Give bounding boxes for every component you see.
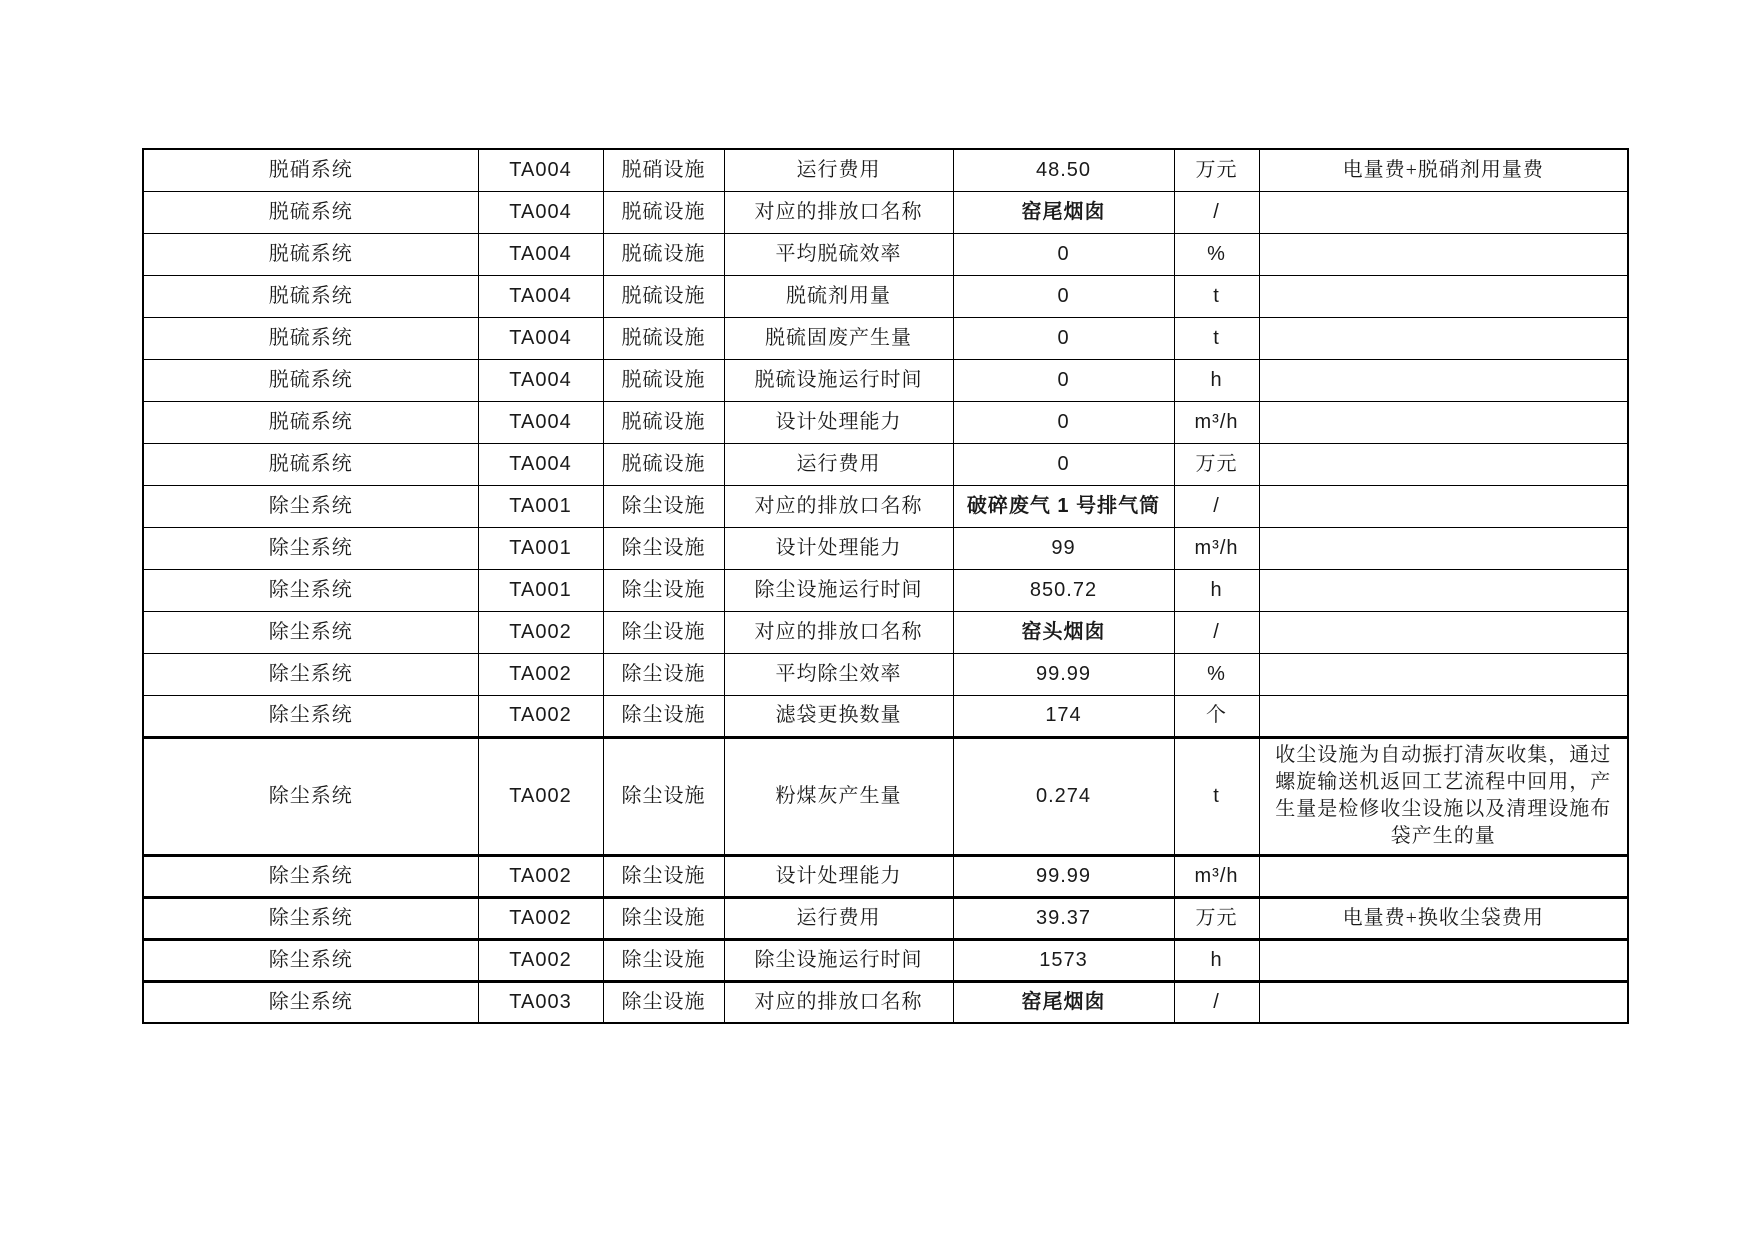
cell-unit: % bbox=[1174, 233, 1259, 275]
table-row bbox=[143, 233, 1628, 275]
cell-parameter: 除尘设施运行时间 bbox=[724, 569, 953, 611]
cell-remark bbox=[1259, 569, 1628, 611]
cell-unit: h bbox=[1174, 569, 1259, 611]
cell-remark: 收尘设施为自动振打清灰收集，通过螺旋输送机返回工艺流程中回用，产生量是检修收尘设施以及清理设施布袋产生的量 bbox=[1259, 737, 1628, 855]
cell-system: 除尘系统 bbox=[143, 939, 478, 981]
cell-code: TA002 bbox=[478, 695, 603, 737]
cell-parameter: 对应的排放口名称 bbox=[724, 611, 953, 653]
table-row bbox=[143, 897, 1628, 939]
cell-parameter: 对应的排放口名称 bbox=[724, 191, 953, 233]
cell-unit: 万元 bbox=[1174, 443, 1259, 485]
cell-facility: 脱硫设施 bbox=[603, 359, 724, 401]
table-row bbox=[143, 855, 1628, 897]
cell-unit: / bbox=[1174, 485, 1259, 527]
cell-remark bbox=[1259, 275, 1628, 317]
cell-code: TA002 bbox=[478, 939, 603, 981]
cell-code: TA004 bbox=[478, 359, 603, 401]
cell-parameter: 平均脱硫效率 bbox=[724, 233, 953, 275]
cell-unit: 个 bbox=[1174, 695, 1259, 737]
cell-system: 除尘系统 bbox=[143, 527, 478, 569]
cell-value: 0 bbox=[953, 275, 1174, 317]
cell-unit: / bbox=[1174, 191, 1259, 233]
cell-facility: 脱硫设施 bbox=[603, 317, 724, 359]
cell-value: 0 bbox=[953, 359, 1174, 401]
table-row bbox=[143, 939, 1628, 981]
cell-value: 39.37 bbox=[953, 897, 1174, 939]
cell-system: 除尘系统 bbox=[143, 485, 478, 527]
cell-remark bbox=[1259, 527, 1628, 569]
cell-system: 除尘系统 bbox=[143, 653, 478, 695]
cell-value: 破碎废气 1 号排气筒 bbox=[953, 485, 1174, 527]
cell-remark bbox=[1259, 401, 1628, 443]
report-table bbox=[142, 148, 1629, 1024]
cell-remark bbox=[1259, 317, 1628, 359]
table-row bbox=[143, 317, 1628, 359]
cell-system: 除尘系统 bbox=[143, 569, 478, 611]
cell-facility: 除尘设施 bbox=[603, 527, 724, 569]
cell-remark bbox=[1259, 939, 1628, 981]
cell-facility: 除尘设施 bbox=[603, 485, 724, 527]
cell-remark bbox=[1259, 359, 1628, 401]
cell-unit: h bbox=[1174, 359, 1259, 401]
cell-parameter: 脱硫设施运行时间 bbox=[724, 359, 953, 401]
table-row bbox=[143, 527, 1628, 569]
cell-facility: 除尘设施 bbox=[603, 981, 724, 1023]
cell-value: 99.99 bbox=[953, 855, 1174, 897]
cell-unit: m³/h bbox=[1174, 855, 1259, 897]
cell-value: 99 bbox=[953, 527, 1174, 569]
cell-parameter: 对应的排放口名称 bbox=[724, 485, 953, 527]
cell-unit: / bbox=[1174, 981, 1259, 1023]
table-row bbox=[143, 275, 1628, 317]
table-row bbox=[143, 981, 1628, 1023]
cell-unit: h bbox=[1174, 939, 1259, 981]
cell-system: 除尘系统 bbox=[143, 695, 478, 737]
cell-parameter: 平均除尘效率 bbox=[724, 653, 953, 695]
cell-facility: 脱硫设施 bbox=[603, 233, 724, 275]
cell-parameter: 运行费用 bbox=[724, 897, 953, 939]
cell-remark bbox=[1259, 695, 1628, 737]
cell-code: TA004 bbox=[478, 149, 603, 191]
cell-value: 窑尾烟囱 bbox=[953, 191, 1174, 233]
cell-facility: 除尘设施 bbox=[603, 653, 724, 695]
cell-system: 脱硫系统 bbox=[143, 317, 478, 359]
cell-code: TA004 bbox=[478, 275, 603, 317]
cell-facility: 除尘设施 bbox=[603, 855, 724, 897]
cell-code: TA002 bbox=[478, 653, 603, 695]
cell-remark: 电量费+换收尘袋费用 bbox=[1259, 897, 1628, 939]
cell-remark bbox=[1259, 653, 1628, 695]
cell-facility: 脱硝设施 bbox=[603, 149, 724, 191]
cell-parameter: 运行费用 bbox=[724, 149, 953, 191]
cell-facility: 脱硫设施 bbox=[603, 401, 724, 443]
cell-value: 850.72 bbox=[953, 569, 1174, 611]
cell-facility: 脱硫设施 bbox=[603, 191, 724, 233]
cell-unit: / bbox=[1174, 611, 1259, 653]
cell-code: TA004 bbox=[478, 401, 603, 443]
cell-unit: 万元 bbox=[1174, 897, 1259, 939]
cell-facility: 除尘设施 bbox=[603, 939, 724, 981]
cell-code: TA003 bbox=[478, 981, 603, 1023]
cell-code: TA001 bbox=[478, 485, 603, 527]
cell-parameter: 除尘设施运行时间 bbox=[724, 939, 953, 981]
cell-code: TA004 bbox=[478, 233, 603, 275]
cell-value: 1573 bbox=[953, 939, 1174, 981]
table-row bbox=[143, 191, 1628, 233]
cell-system: 除尘系统 bbox=[143, 855, 478, 897]
cell-parameter: 设计处理能力 bbox=[724, 401, 953, 443]
cell-code: TA001 bbox=[478, 569, 603, 611]
cell-parameter: 设计处理能力 bbox=[724, 527, 953, 569]
cell-system: 脱硫系统 bbox=[143, 443, 478, 485]
cell-system: 脱硫系统 bbox=[143, 359, 478, 401]
cell-unit: % bbox=[1174, 653, 1259, 695]
cell-unit: t bbox=[1174, 275, 1259, 317]
cell-system: 脱硫系统 bbox=[143, 401, 478, 443]
cell-value: 0 bbox=[953, 317, 1174, 359]
cell-value: 0 bbox=[953, 443, 1174, 485]
table-row bbox=[143, 401, 1628, 443]
cell-unit: t bbox=[1174, 317, 1259, 359]
cell-facility: 除尘设施 bbox=[603, 611, 724, 653]
cell-unit: m³/h bbox=[1174, 401, 1259, 443]
cell-remark bbox=[1259, 981, 1628, 1023]
cell-facility: 除尘设施 bbox=[603, 695, 724, 737]
cell-value: 174 bbox=[953, 695, 1174, 737]
cell-code: TA004 bbox=[478, 317, 603, 359]
cell-remark: 电量费+脱硝剂用量费 bbox=[1259, 149, 1628, 191]
cell-facility: 除尘设施 bbox=[603, 569, 724, 611]
cell-parameter: 对应的排放口名称 bbox=[724, 981, 953, 1023]
cell-system: 除尘系统 bbox=[143, 611, 478, 653]
cell-system: 脱硝系统 bbox=[143, 149, 478, 191]
cell-parameter: 脱硫剂用量 bbox=[724, 275, 953, 317]
cell-code: TA002 bbox=[478, 611, 603, 653]
cell-remark bbox=[1259, 855, 1628, 897]
table-row bbox=[143, 695, 1628, 737]
table-row bbox=[143, 149, 1628, 191]
cell-facility: 脱硫设施 bbox=[603, 443, 724, 485]
cell-system: 脱硫系统 bbox=[143, 233, 478, 275]
report-table-body bbox=[143, 149, 1628, 1023]
cell-value: 窑尾烟囱 bbox=[953, 981, 1174, 1023]
cell-remark bbox=[1259, 443, 1628, 485]
table-row bbox=[143, 359, 1628, 401]
cell-facility: 除尘设施 bbox=[603, 897, 724, 939]
cell-code: TA004 bbox=[478, 191, 603, 233]
table-row bbox=[143, 443, 1628, 485]
cell-system: 脱硫系统 bbox=[143, 191, 478, 233]
cell-facility: 脱硫设施 bbox=[603, 275, 724, 317]
cell-remark bbox=[1259, 485, 1628, 527]
cell-parameter: 运行费用 bbox=[724, 443, 953, 485]
cell-parameter: 滤袋更换数量 bbox=[724, 695, 953, 737]
cell-system: 除尘系统 bbox=[143, 737, 478, 855]
table-row bbox=[143, 737, 1628, 855]
table-row bbox=[143, 653, 1628, 695]
cell-unit: t bbox=[1174, 737, 1259, 855]
cell-system: 除尘系统 bbox=[143, 981, 478, 1023]
cell-value: 0 bbox=[953, 401, 1174, 443]
cell-value: 48.50 bbox=[953, 149, 1174, 191]
cell-code: TA004 bbox=[478, 443, 603, 485]
table-row bbox=[143, 485, 1628, 527]
table-row bbox=[143, 569, 1628, 611]
cell-value: 0 bbox=[953, 233, 1174, 275]
cell-unit: 万元 bbox=[1174, 149, 1259, 191]
cell-facility: 除尘设施 bbox=[603, 737, 724, 855]
cell-parameter: 脱硫固废产生量 bbox=[724, 317, 953, 359]
cell-remark bbox=[1259, 191, 1628, 233]
cell-code: TA002 bbox=[478, 855, 603, 897]
cell-value: 0.274 bbox=[953, 737, 1174, 855]
cell-code: TA002 bbox=[478, 737, 603, 855]
cell-remark bbox=[1259, 233, 1628, 275]
cell-system: 脱硫系统 bbox=[143, 275, 478, 317]
table-row bbox=[143, 611, 1628, 653]
cell-value: 窑头烟囱 bbox=[953, 611, 1174, 653]
cell-remark bbox=[1259, 611, 1628, 653]
cell-parameter: 粉煤灰产生量 bbox=[724, 737, 953, 855]
cell-code: TA001 bbox=[478, 527, 603, 569]
cell-system: 除尘系统 bbox=[143, 897, 478, 939]
cell-unit: m³/h bbox=[1174, 527, 1259, 569]
cell-parameter: 设计处理能力 bbox=[724, 855, 953, 897]
cell-value: 99.99 bbox=[953, 653, 1174, 695]
cell-code: TA002 bbox=[478, 897, 603, 939]
